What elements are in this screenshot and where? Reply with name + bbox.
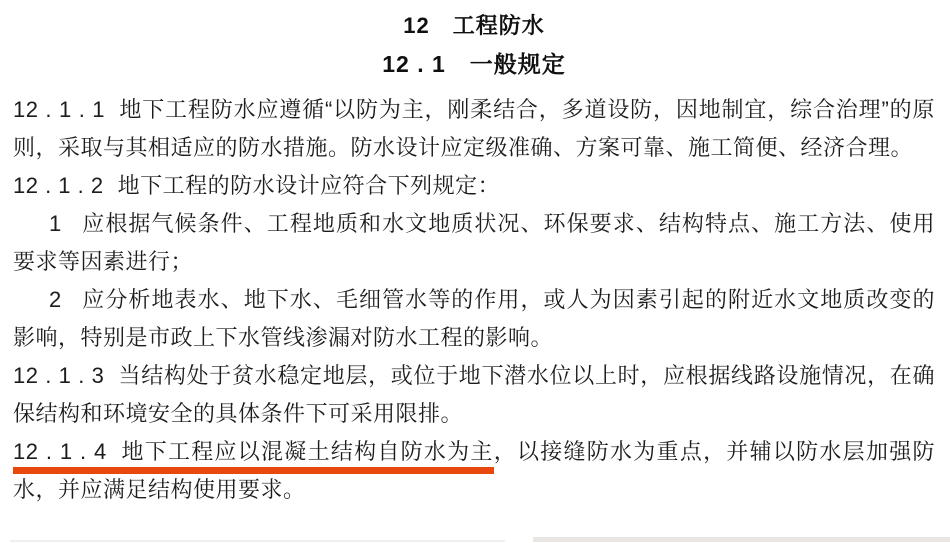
list-item-1 bbox=[13, 205, 935, 281]
clause-text: 地下工程的防水设计应符合下列规定： bbox=[117, 173, 501, 198]
list-item-2 bbox=[13, 281, 935, 357]
clause-rest-text: ，以接缝防水为重点，并辅以防水层加强防水，并应满足结构使用要求。 bbox=[13, 439, 935, 502]
clause-number: 12 . 1 . 2 bbox=[13, 173, 104, 198]
item-number: 2 bbox=[49, 287, 62, 312]
clipped-next-row-hint-left bbox=[10, 540, 505, 542]
item-text: 应根据气候条件、工程地质和水文地质状况、环保要求、结构特点、施工方法、使用要求等因素进行； bbox=[13, 211, 935, 274]
clause-highlight-text: 地下工程应以混凝土结构自防水为主 bbox=[120, 439, 494, 464]
clause-12-1-4 bbox=[13, 433, 935, 509]
clause-number: 12 . 1 . 3 bbox=[13, 363, 105, 388]
clause-number: 12 . 1 . 4 bbox=[13, 439, 107, 464]
clause-12-1-3 bbox=[13, 357, 935, 433]
chapter-title: 12 工程防水 bbox=[403, 13, 545, 38]
item-text: 应分析地表水、地下水、毛细管水等的作用，或人为因素引起的附近水文地质改变的影响，特别是市政上下水管线渗漏对防水工程的影响。 bbox=[13, 287, 935, 350]
clause-text: 当结构处于贫水稳定地层，或位于地下潜水位以上时，应根据线路设施情况，在确保结构和环境安全的具体条件下可采用限排。 bbox=[13, 363, 935, 426]
clipped-next-row-hint-right bbox=[533, 537, 950, 542]
item-number: 1 bbox=[49, 211, 62, 236]
clause-12-1-1 bbox=[13, 91, 935, 167]
clause-12-1-2 bbox=[13, 167, 935, 205]
document-body bbox=[13, 91, 935, 509]
highlighted-underlined-phrase bbox=[13, 439, 494, 474]
clause-text: 地下工程防水应遵循“以防为主，刚柔结合，多道设防，因地制宜，综合治理”的原则，采取与其相适应的防水措施。防水设计应定级准确、方案可靠、施工简便、经济合理。 bbox=[13, 97, 936, 160]
clause-number: 12 . 1 . 1 bbox=[13, 97, 106, 122]
section-title: 12 . 1 一般规定 bbox=[382, 51, 566, 77]
